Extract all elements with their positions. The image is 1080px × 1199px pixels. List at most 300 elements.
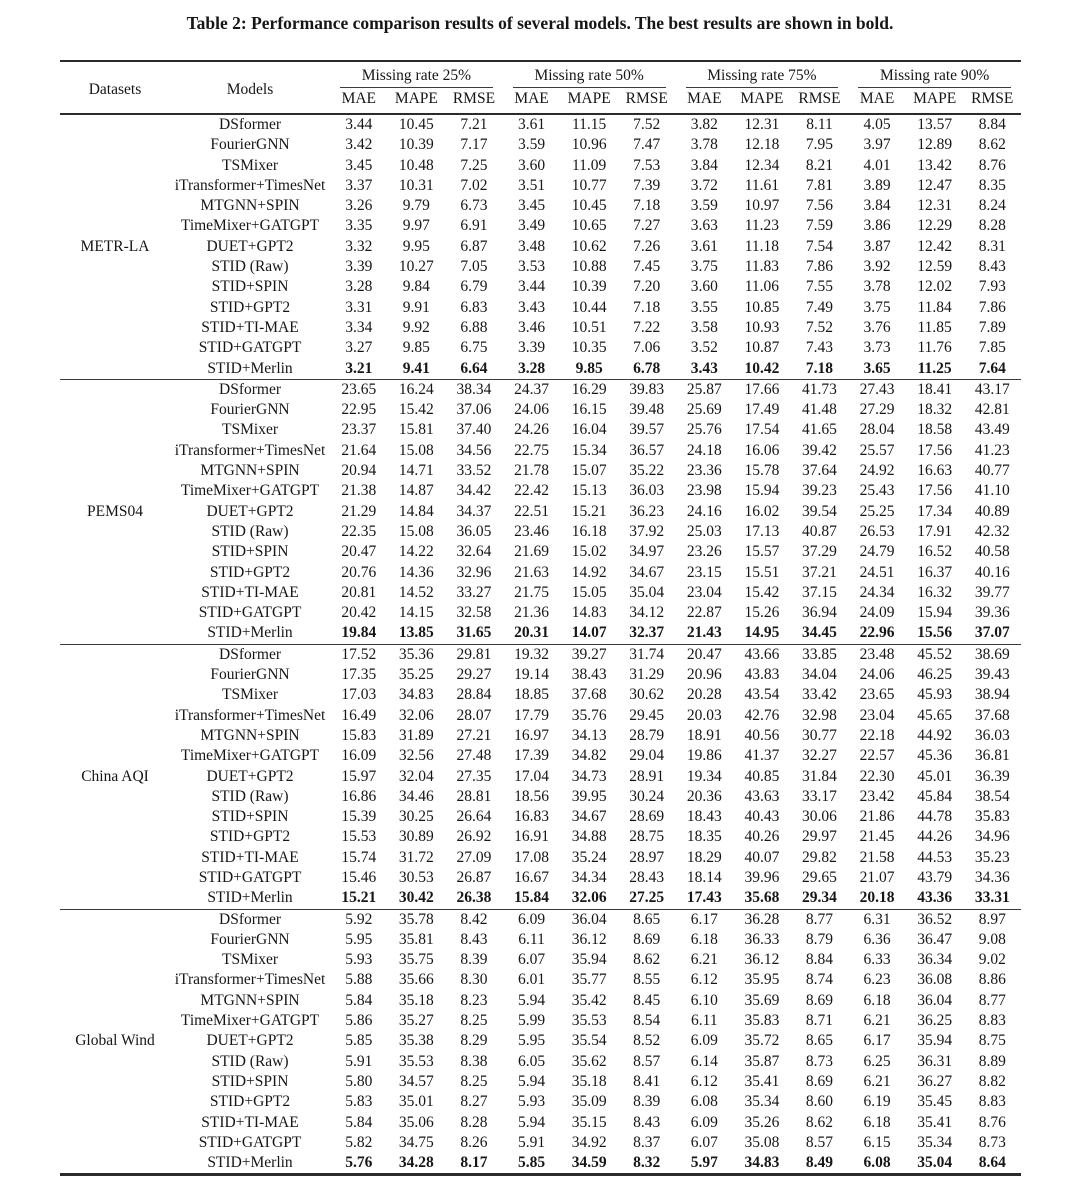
header-metric-mae: MAE [859, 90, 895, 107]
metric-value-cell: 18.14 [686, 868, 722, 886]
metric-value-cell: 35.26 [744, 1113, 780, 1131]
table-row [60, 420, 1021, 440]
model-name-cell: iTransformer+TimesNet [174, 706, 326, 724]
metric-value-cell: 39.95 [571, 787, 607, 805]
metric-value-cell: 36.28 [733, 909, 791, 930]
model-name-cell: DSformer [170, 909, 330, 930]
metric-value-cell: 7.02 [460, 176, 488, 194]
metric-value-cell: 8.28 [978, 217, 1006, 235]
metric-value-cell: 23.04 [859, 706, 895, 724]
metric-value-cell: 34.83 [744, 1154, 780, 1172]
header-models: Models [226, 81, 274, 98]
metric-value-cell: 17.39 [514, 747, 549, 765]
metric-value-cell: 8.26 [460, 1133, 488, 1151]
metric-value-cell: 39.54 [802, 502, 837, 520]
metric-value-cell: 13.57 [917, 116, 953, 133]
metric-value-cell: 3.28 [517, 359, 546, 377]
metric-value-cell: 36.81 [974, 747, 1010, 765]
table-row [60, 888, 1021, 909]
metric-value-cell: 8.43 [633, 1113, 661, 1131]
metric-value-cell: 34.73 [571, 767, 607, 785]
metric-value-cell: 20.94 [341, 462, 377, 480]
metric-value-cell: 6.21 [863, 1072, 891, 1090]
metric-value-cell: 6.18 [690, 930, 718, 948]
metric-value-cell: 8.32 [633, 1154, 661, 1172]
table-row [60, 950, 1021, 970]
metric-value-cell: 26.87 [456, 868, 492, 886]
metric-value-cell: 8.64 [978, 1154, 1006, 1172]
metric-value-cell: 8.25 [460, 1012, 488, 1030]
metric-value-cell: 19.32 [503, 644, 561, 665]
metric-value-cell: 3.45 [345, 156, 373, 174]
metric-value-cell: 16.67 [514, 868, 549, 886]
metric-value-cell: 6.17 [676, 909, 734, 930]
model-name-cell: TimeMixer+GATGPT [180, 217, 320, 235]
model-name-cell: MTGNN+SPIN [200, 991, 300, 1009]
metric-value-cell: 34.59 [571, 1154, 607, 1172]
metric-value-cell: 3.72 [690, 176, 718, 194]
metric-value-cell: 34.12 [629, 604, 665, 622]
metric-value-cell: 37.92 [629, 522, 665, 540]
model-name-cell: TimeMixer+GATGPT [180, 1012, 320, 1030]
metric-value-cell: 43.17 [963, 379, 1021, 400]
group-label: Missing rate 75% [686, 67, 839, 88]
metric-value-cell: 6.21 [863, 1012, 891, 1030]
metric-value-cell: 11.84 [917, 298, 952, 316]
table-row [60, 135, 1021, 155]
table-row [60, 1072, 1021, 1092]
metric-value-cell: 20.31 [514, 624, 549, 642]
metric-value-cell: 10.96 [571, 136, 607, 154]
model-name-cell: FourierGNN [210, 930, 290, 948]
metric-value-cell: 20.18 [859, 889, 895, 907]
metric-value-cell: 25.69 [686, 401, 722, 419]
metric-value-cell: 8.86 [978, 971, 1006, 989]
model-name-cell: iTransformer+TimesNet [174, 441, 326, 459]
metric-value-cell: 15.84 [514, 889, 549, 907]
model-name-cell: DUET+GPT2 [206, 767, 294, 785]
metric-value-cell: 12.31 [917, 197, 953, 215]
metric-value-cell: 3.84 [690, 156, 718, 174]
metric-value-cell: 36.25 [917, 1012, 953, 1030]
metric-value-cell: 8.75 [978, 1032, 1006, 1050]
metric-value-cell: 30.77 [802, 726, 837, 744]
metric-value-cell: 3.92 [863, 258, 891, 276]
metric-value-cell: 3.75 [863, 298, 891, 316]
metric-value-cell: 5.85 [517, 1154, 546, 1172]
metric-value-cell: 24.79 [859, 543, 895, 561]
metric-value-cell: 27.35 [456, 767, 492, 785]
metric-value-cell: 44.53 [917, 848, 953, 866]
metric-value-cell: 3.82 [690, 116, 718, 133]
metric-value-cell: 15.08 [398, 522, 434, 540]
metric-value-cell: 36.47 [917, 930, 953, 948]
metric-value-cell: 32.04 [398, 767, 434, 785]
metric-value-cell: 8.45 [633, 991, 661, 1009]
metric-value-cell: 23.65 [859, 686, 895, 704]
metric-value-cell: 42.32 [974, 522, 1010, 540]
metric-value-cell: 28.07 [456, 706, 492, 724]
metric-value-cell: 14.52 [398, 583, 434, 601]
metric-value-cell: 8.41 [633, 1072, 661, 1090]
metric-value-cell: 31.72 [398, 848, 434, 866]
group-label: Missing rate 90% [858, 67, 1011, 88]
dataset-name-cell: METR-LA [80, 237, 150, 255]
metric-value-cell: 8.42 [445, 909, 503, 930]
metric-value-cell: 3.48 [517, 237, 546, 255]
metric-value-cell: 35.94 [917, 1032, 953, 1050]
metric-value-cell: 35.25 [398, 666, 434, 684]
model-name-cell: MTGNN+SPIN [200, 462, 300, 480]
metric-value-cell: 10.39 [398, 136, 434, 154]
header-metric-rmse: RMSE [625, 90, 668, 107]
metric-value-cell: 13.85 [398, 624, 434, 642]
table-row [60, 1153, 1021, 1175]
metric-value-cell: 8.31 [978, 237, 1006, 255]
metric-value-cell: 3.43 [517, 298, 546, 316]
metric-value-cell: 7.18 [633, 298, 661, 316]
metric-value-cell: 20.42 [341, 604, 377, 622]
table-row [60, 807, 1021, 827]
table-row [60, 1031, 1021, 1051]
metric-value-cell: 6.09 [690, 1032, 718, 1050]
table-row [60, 257, 1021, 277]
metric-value-cell: 3.86 [863, 217, 891, 235]
metric-value-cell: 24.92 [859, 462, 895, 480]
metric-value-cell: 32.06 [398, 706, 434, 724]
metric-value-cell: 24.37 [503, 379, 561, 400]
metric-value-cell: 34.36 [974, 868, 1010, 886]
metric-value-cell: 33.85 [791, 644, 849, 665]
metric-value-cell: 45.36 [917, 747, 953, 765]
model-name-cell: STID+GATGPT [198, 339, 302, 357]
model-name-cell: STID+TI-MAE [201, 848, 299, 866]
metric-value-cell: 35.06 [398, 1113, 434, 1131]
metric-value-cell: 6.87 [460, 237, 488, 255]
metric-value-cell: 7.86 [978, 298, 1006, 316]
metric-value-cell: 14.71 [398, 462, 434, 480]
metric-value-cell: 4.05 [863, 116, 891, 133]
metric-value-cell: 6.08 [863, 1154, 891, 1172]
metric-value-cell: 35.54 [571, 1032, 607, 1050]
metric-value-cell: 6.09 [503, 909, 561, 930]
table-row [60, 706, 1021, 726]
header-group-missing-rate-90 [848, 61, 1021, 88]
metric-value-cell: 15.13 [571, 482, 607, 500]
table-row [60, 827, 1021, 847]
metric-value-cell: 34.57 [398, 1072, 434, 1090]
metric-value-cell: 23.46 [514, 522, 549, 540]
metric-value-cell: 17.56 [917, 441, 953, 459]
metric-value-cell: 18.32 [917, 401, 953, 419]
dataset-name-cell: PEMS04 [60, 379, 170, 644]
metric-value-cell: 39.57 [629, 421, 665, 439]
table-row [60, 379, 1021, 400]
metric-value-cell: 10.42 [744, 359, 780, 377]
group-label: Missing rate 25% [340, 67, 493, 88]
metric-value-cell: 18.29 [686, 848, 722, 866]
metric-value-cell: 10.93 [744, 318, 780, 336]
metric-value-cell: 20.47 [341, 543, 377, 561]
metric-value-cell: 43.79 [917, 868, 953, 886]
model-name-cell: STID (Raw) [211, 522, 289, 540]
metric-value-cell: 17.03 [341, 686, 377, 704]
metric-value-cell: 36.12 [744, 951, 780, 969]
metric-value-cell: 22.87 [686, 604, 722, 622]
metric-value-cell: 35.09 [571, 1093, 607, 1111]
model-name-cell: STID+SPIN [211, 543, 289, 561]
metric-value-cell: 33.27 [456, 583, 492, 601]
metric-value-cell: 30.53 [398, 868, 434, 886]
metric-value-cell: 5.76 [345, 1154, 373, 1172]
metric-value-cell: 29.04 [629, 747, 665, 765]
metric-value-cell: 29.65 [802, 868, 837, 886]
metric-value-cell: 34.04 [802, 666, 837, 684]
metric-value-cell: 21.45 [859, 828, 895, 846]
metric-value-cell: 20.81 [341, 583, 377, 601]
metric-value-cell: 28.69 [629, 808, 665, 826]
model-name-cell: STID+GPT2 [209, 298, 291, 316]
metric-value-cell: 27.48 [456, 747, 492, 765]
model-name-cell: STID+TI-MAE [201, 318, 299, 336]
metric-value-cell: 35.75 [398, 951, 434, 969]
metric-value-cell: 36.04 [560, 909, 618, 930]
metric-value-cell: 15.74 [341, 848, 377, 866]
metric-value-cell: 23.37 [341, 421, 377, 439]
metric-value-cell: 43.83 [744, 666, 780, 684]
metric-value-cell: 30.25 [398, 808, 434, 826]
metric-value-cell: 40.87 [802, 522, 837, 540]
model-name-cell: MTGNN+SPIN [200, 726, 300, 744]
table-row [60, 644, 1021, 665]
metric-value-cell: 21.38 [341, 482, 377, 500]
metric-value-cell: 22.18 [859, 726, 895, 744]
metric-value-cell: 3.60 [690, 278, 718, 296]
metric-value-cell: 35.62 [571, 1052, 607, 1070]
metric-value-cell: 10.48 [398, 156, 434, 174]
metric-value-cell: 38.69 [963, 644, 1021, 665]
table-row [60, 318, 1021, 338]
metric-value-cell: 37.68 [571, 686, 607, 704]
metric-value-cell: 8.24 [978, 197, 1006, 215]
metric-value-cell: 39.27 [560, 644, 618, 665]
metric-value-cell: 34.46 [398, 787, 434, 805]
table-row [60, 176, 1021, 196]
metric-value-cell: 23.04 [686, 583, 722, 601]
metric-value-cell: 10.45 [398, 116, 434, 133]
table-row [60, 665, 1021, 685]
table-row [60, 114, 1021, 135]
metric-value-cell: 6.19 [863, 1093, 891, 1111]
metric-value-cell: 7.95 [805, 136, 834, 154]
metric-value-cell: 35.15 [571, 1113, 607, 1131]
metric-value-cell: 16.32 [917, 583, 953, 601]
metric-value-cell: 36.34 [917, 951, 953, 969]
metric-value-cell: 39.77 [974, 583, 1010, 601]
metric-value-cell: 3.65 [863, 359, 891, 377]
metric-value-cell: 9.41 [402, 359, 430, 377]
metric-value-cell: 25.87 [676, 379, 734, 400]
metric-value-cell: 9.85 [402, 339, 430, 357]
header-datasets: Datasets [88, 81, 142, 98]
metric-value-cell: 27.21 [456, 726, 492, 744]
metric-value-cell: 45.84 [917, 787, 953, 805]
metric-value-cell: 43.49 [974, 421, 1010, 439]
metric-value-cell: 44.26 [917, 828, 953, 846]
group-header-row [60, 61, 1021, 88]
metric-value-cell: 3.52 [690, 339, 718, 357]
metric-value-cell: 24.51 [859, 563, 895, 581]
metric-value-cell: 24.09 [859, 604, 895, 622]
metric-value-cell: 24.06 [514, 401, 549, 419]
model-name-cell: STID+SPIN [211, 1072, 289, 1090]
metric-value-cell: 21.86 [859, 808, 895, 826]
metric-value-cell: 8.39 [633, 1093, 661, 1111]
table-row [60, 196, 1021, 216]
table-row [60, 1052, 1021, 1072]
metric-value-cell: 20.03 [686, 706, 722, 724]
metric-value-cell: 25.43 [859, 482, 895, 500]
metric-value-cell: 35.36 [388, 644, 446, 665]
metric-value-cell: 40.07 [744, 848, 780, 866]
metric-value-cell: 39.42 [802, 441, 837, 459]
metric-value-cell: 5.93 [345, 951, 373, 969]
model-name-cell: STID+Merlin [207, 624, 293, 642]
metric-value-cell: 9.97 [402, 217, 430, 235]
table-row [60, 623, 1021, 644]
metric-value-cell: 35.34 [744, 1093, 780, 1111]
metric-value-cell: 3.55 [690, 298, 718, 316]
table-row [60, 461, 1021, 481]
metric-value-cell: 14.36 [398, 563, 434, 581]
metric-value-cell: 6.31 [848, 909, 906, 930]
metric-value-cell: 16.18 [571, 522, 607, 540]
metric-value-cell: 36.31 [917, 1052, 953, 1070]
metric-value-cell: 39.36 [974, 604, 1010, 622]
metric-value-cell: 32.64 [456, 543, 492, 561]
table-row [60, 563, 1021, 583]
metric-value-cell: 20.47 [676, 644, 734, 665]
metric-value-cell: 29.82 [802, 848, 837, 866]
metric-value-cell: 6.05 [517, 1052, 546, 1070]
metric-value-cell: 7.54 [805, 237, 834, 255]
metric-value-cell: 38.34 [445, 379, 503, 400]
metric-value-cell: 24.16 [686, 502, 722, 520]
metric-value-cell: 35.42 [571, 991, 607, 1009]
model-name-cell: STID+GPT2 [209, 563, 291, 581]
metric-value-cell: 17.04 [514, 767, 549, 785]
model-name-cell: DUET+GPT2 [206, 502, 294, 520]
header-metric-mae: MAE [514, 90, 549, 107]
metric-value-cell: 8.97 [963, 909, 1021, 930]
metric-value-cell: 16.63 [917, 462, 953, 480]
metric-value-cell: 36.52 [906, 909, 964, 930]
metric-value-cell: 34.97 [629, 543, 665, 561]
metric-value-cell: 26.92 [456, 828, 492, 846]
metric-value-cell: 7.59 [805, 217, 834, 235]
metric-value-cell: 33.52 [456, 462, 492, 480]
model-name-cell: iTransformer+TimesNet [174, 971, 326, 989]
metric-value-cell: 39.83 [618, 379, 676, 400]
metric-value-cell: 8.83 [978, 1012, 1006, 1030]
metric-value-cell: 17.35 [341, 666, 377, 684]
header-metric-mape: MAPE [567, 90, 611, 107]
metric-value-cell: 8.43 [460, 930, 488, 948]
metric-value-cell: 3.75 [690, 258, 718, 276]
metric-value-cell: 34.28 [398, 1154, 434, 1172]
metric-value-cell: 6.36 [863, 930, 891, 948]
model-name-cell: DSformer [170, 644, 330, 665]
metric-value-cell: 6.25 [863, 1052, 891, 1070]
metric-value-cell: 16.49 [341, 706, 377, 724]
header-metric-rmse: RMSE [971, 90, 1014, 107]
metric-value-cell: 30.42 [398, 889, 434, 907]
header-group-missing-rate-75 [676, 61, 849, 88]
metric-value-cell: 40.77 [974, 462, 1010, 480]
metric-value-cell: 7.22 [633, 318, 661, 336]
metric-value-cell: 16.86 [341, 787, 377, 805]
metric-value-cell: 3.58 [690, 318, 718, 336]
metric-value-cell: 35.22 [629, 462, 665, 480]
metric-value-cell: 10.97 [744, 197, 780, 215]
metric-value-cell: 7.81 [805, 176, 834, 194]
metric-value-cell: 12.29 [917, 217, 953, 235]
metric-value-cell: 6.88 [460, 318, 488, 336]
metric-value-cell: 3.39 [345, 258, 373, 276]
metric-value-cell: 34.45 [802, 624, 837, 642]
metric-value-cell: 12.47 [917, 176, 953, 194]
metric-value-cell: 3.42 [345, 136, 373, 154]
metric-value-cell: 22.30 [859, 767, 895, 785]
metric-value-cell: 3.35 [345, 217, 373, 235]
table-row [60, 542, 1021, 562]
metric-value-cell: 21.58 [859, 848, 895, 866]
metric-value-cell: 39.43 [974, 666, 1010, 684]
metric-value-cell: 5.94 [517, 1072, 546, 1090]
metric-value-cell: 25.03 [686, 522, 722, 540]
metric-value-cell: 20.96 [686, 666, 722, 684]
metric-value-cell: 6.11 [691, 1012, 718, 1030]
metric-value-cell: 45.52 [906, 644, 964, 665]
metric-value-cell: 22.57 [859, 747, 895, 765]
metric-value-cell: 6.64 [460, 359, 488, 377]
model-name-cell: STID+Merlin [207, 889, 293, 907]
table-row [60, 991, 1021, 1011]
metric-value-cell: 12.89 [917, 136, 953, 154]
table-row [60, 522, 1021, 542]
metric-value-cell: 10.45 [571, 197, 607, 215]
metric-value-cell: 11.09 [571, 156, 607, 174]
metric-value-cell: 41.23 [974, 441, 1010, 459]
metric-value-cell: 9.79 [402, 197, 430, 215]
metric-value-cell: 5.84 [345, 991, 373, 1009]
metric-value-cell: 31.65 [456, 624, 492, 642]
metric-value-cell: 3.49 [517, 217, 546, 235]
metric-value-cell: 28.91 [629, 767, 665, 785]
metric-value-cell: 6.33 [863, 951, 891, 969]
metric-value-cell: 15.94 [917, 604, 953, 622]
metric-value-cell: 23.26 [686, 543, 722, 561]
model-name-cell: STID+Merlin [207, 359, 293, 377]
table-row [60, 277, 1021, 297]
metric-value-cell: 5.83 [345, 1093, 373, 1111]
metric-value-cell: 17.91 [917, 522, 953, 540]
metric-value-cell: 25.76 [686, 421, 722, 439]
metric-value-cell: 22.35 [341, 522, 377, 540]
metric-value-cell: 32.56 [398, 747, 434, 765]
metric-value-cell: 15.02 [571, 543, 607, 561]
metric-value-cell: 7.06 [633, 339, 661, 357]
